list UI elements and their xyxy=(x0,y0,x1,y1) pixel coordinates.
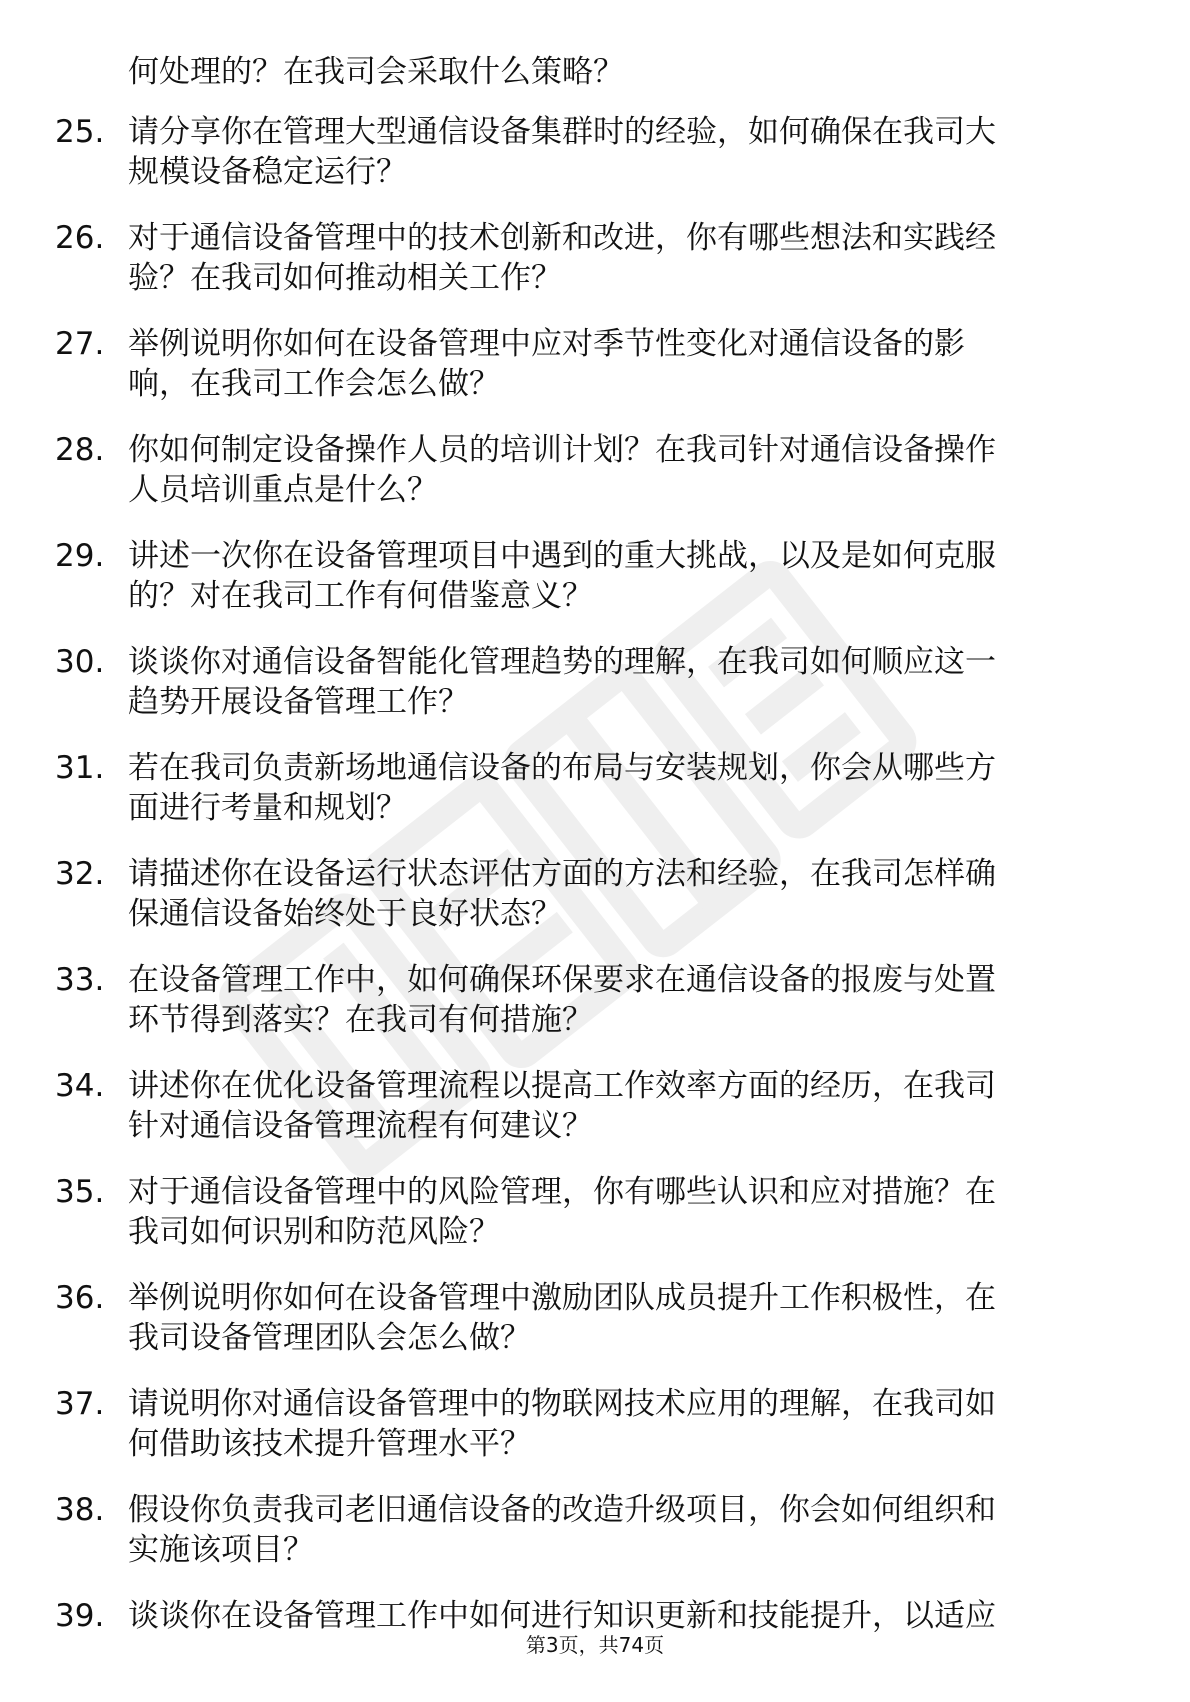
question-number: 29. xyxy=(55,538,105,574)
question-text xyxy=(128,536,1128,616)
question-number: 35. xyxy=(55,1174,105,1210)
question-text xyxy=(128,960,1128,1040)
question-line: 人员培训重点是什么？ xyxy=(128,472,438,508)
question-item xyxy=(0,218,1190,324)
question-line: 何借助该技术提升管理水平？ xyxy=(128,1426,531,1462)
question-item xyxy=(0,1384,1190,1490)
question-text xyxy=(128,1490,1128,1570)
question-item xyxy=(0,960,1190,1066)
question-line: 请描述你在设备运行状态评估方面的方法和经验，在我司怎样确 xyxy=(128,856,996,892)
question-item xyxy=(0,1066,1190,1172)
question-number: 34. xyxy=(55,1068,105,1104)
page-footer: 第3页，共74页 xyxy=(525,1633,665,1657)
question-line: 请说明你对通信设备管理中的物联网技术应用的理解，在我司如 xyxy=(128,1386,996,1422)
question-list xyxy=(0,112,1190,1702)
question-number: 27. xyxy=(55,326,105,362)
question-line: 实施该项目？ xyxy=(128,1532,314,1568)
question-text xyxy=(128,1596,1128,1636)
question-number: 30. xyxy=(55,644,105,680)
question-item xyxy=(0,536,1190,642)
question-text xyxy=(128,1278,1128,1358)
question-text xyxy=(128,1384,1128,1464)
question-line: 趋势开展设备管理工作？ xyxy=(128,684,469,720)
question-item xyxy=(0,642,1190,748)
question-number: 39. xyxy=(55,1598,105,1634)
question-item xyxy=(0,854,1190,960)
question-number: 26. xyxy=(55,220,105,256)
continuation-text: 何处理的？在我司会采取什么策略？ xyxy=(128,54,624,90)
question-line: 我司如何识别和防范风险？ xyxy=(128,1214,500,1250)
question-number: 33. xyxy=(55,962,105,998)
question-line: 在设备管理工作中，如何确保环保要求在通信设备的报废与处置 xyxy=(128,962,996,998)
question-number: 28. xyxy=(55,432,105,468)
question-number: 32. xyxy=(55,856,105,892)
question-line: 的？对在我司工作有何借鉴意义？ xyxy=(128,578,593,614)
question-line: 举例说明你如何在设备管理中应对季节性变化对通信设备的影 xyxy=(128,326,965,362)
question-line: 保通信设备始终处于良好状态？ xyxy=(128,896,562,932)
question-text xyxy=(128,642,1128,722)
question-text xyxy=(128,112,1128,192)
question-number: 38. xyxy=(55,1492,105,1528)
question-line: 谈谈你对通信设备智能化管理趋势的理解，在我司如何顺应这一 xyxy=(128,644,996,680)
question-line: 举例说明你如何在设备管理中激励团队成员提升工作积极性，在 xyxy=(128,1280,996,1316)
question-line: 验？在我司如何推动相关工作？ xyxy=(128,260,562,296)
question-text xyxy=(128,854,1128,934)
question-text xyxy=(128,1066,1128,1146)
question-line: 面进行考量和规划？ xyxy=(128,790,407,826)
question-text xyxy=(128,1172,1128,1252)
question-item xyxy=(0,1172,1190,1278)
question-number: 31. xyxy=(55,750,105,786)
question-item xyxy=(0,112,1190,218)
question-line: 假设你负责我司老旧通信设备的改造升级项目，你会如何组织和 xyxy=(128,1492,996,1528)
question-line: 我司设备管理团队会怎么做？ xyxy=(128,1320,531,1356)
question-text xyxy=(128,430,1128,510)
question-line: 规模设备稳定运行？ xyxy=(128,154,407,190)
question-text xyxy=(128,748,1128,828)
question-line: 对于通信设备管理中的风险管理，你有哪些认识和应对措施？在 xyxy=(128,1174,996,1210)
question-line: 针对通信设备管理流程有何建议？ xyxy=(128,1108,593,1144)
question-item xyxy=(0,748,1190,854)
question-line: 讲述一次你在设备管理项目中遇到的重大挑战，以及是如何克服 xyxy=(128,538,996,574)
question-item xyxy=(0,430,1190,536)
question-line: 谈谈你在设备管理工作中如何进行知识更新和技能提升，以适应 xyxy=(128,1598,996,1634)
question-line: 讲述你在优化设备管理流程以提高工作效率方面的经历，在我司 xyxy=(128,1068,996,1104)
question-line: 对于通信设备管理中的技术创新和改进，你有哪些想法和实践经 xyxy=(128,220,996,256)
question-number: 25. xyxy=(55,114,105,150)
question-item xyxy=(0,1278,1190,1384)
question-item xyxy=(0,324,1190,430)
question-line: 若在我司负责新场地通信设备的布局与安装规划，你会从哪些方 xyxy=(128,750,996,786)
question-line: 请分享你在管理大型通信设备集群时的经验，如何确保在我司大 xyxy=(128,114,996,150)
question-item xyxy=(0,1490,1190,1596)
question-line: 你如何制定设备操作人员的培训计划？在我司针对通信设备操作 xyxy=(128,432,996,468)
question-text xyxy=(128,218,1128,298)
question-line: 环节得到落实？在我司有何措施？ xyxy=(128,1002,593,1038)
question-text xyxy=(128,324,1128,404)
question-number: 37. xyxy=(55,1386,105,1422)
question-number: 36. xyxy=(55,1280,105,1316)
question-line: 响，在我司工作会怎么做？ xyxy=(128,366,500,402)
